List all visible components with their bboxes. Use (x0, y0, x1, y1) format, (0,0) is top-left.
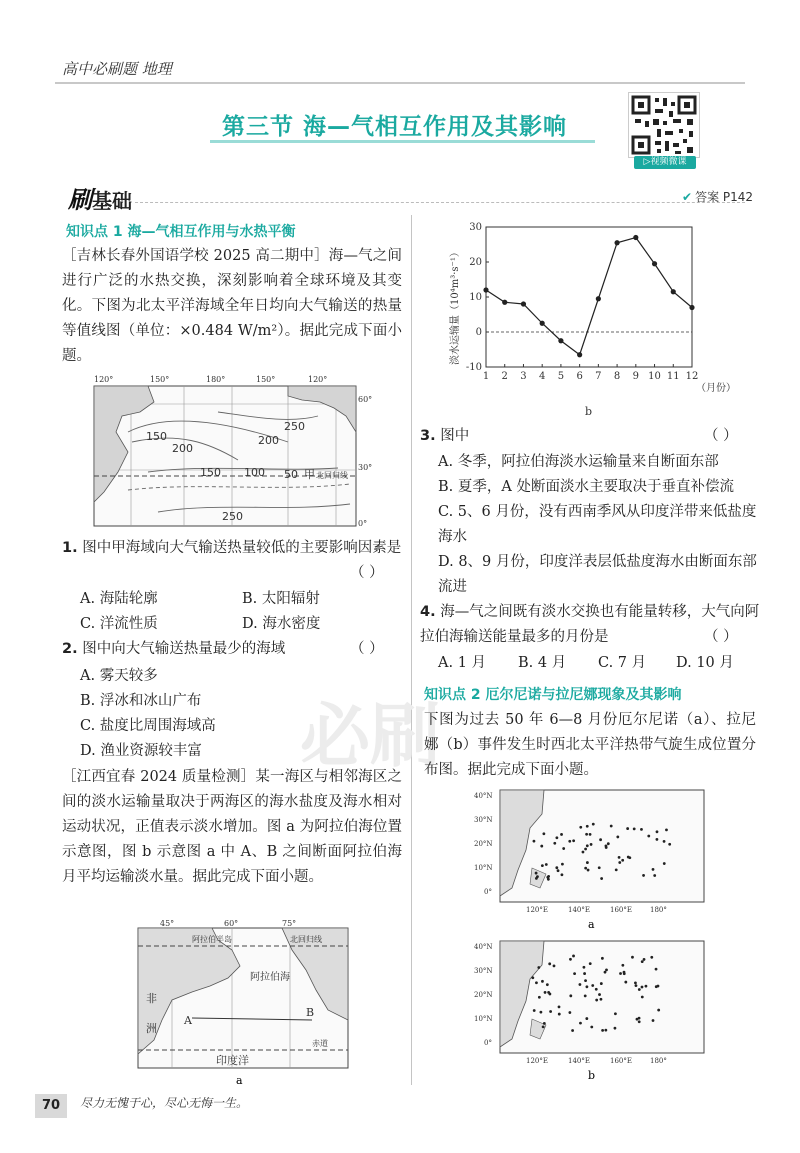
cyclone-point (535, 872, 538, 875)
lat-label: 20°N (474, 991, 493, 999)
lon-label: 120°E (526, 906, 548, 914)
cyclone-point (591, 984, 594, 987)
y-tick-label: -10 (465, 362, 482, 373)
book-title: 高中必刷题 地理 (62, 60, 172, 78)
series-line (486, 238, 692, 355)
cyclone-point (585, 1017, 588, 1020)
cyclone-point (553, 842, 556, 845)
cyclone-point (587, 869, 590, 872)
cyclone-point (604, 971, 607, 974)
lat-label: 0° (484, 888, 492, 896)
x-tick-label: 10 (648, 371, 661, 382)
lat-label: 10°N (474, 864, 493, 872)
section-title: 第三节 海—气相互作用及其影响 (222, 114, 568, 140)
cyclone-point (647, 835, 650, 838)
x-tick-label: 12 (685, 371, 699, 382)
peninsula-label: 阿拉伯半岛 (192, 935, 232, 944)
cyclone-point (601, 957, 604, 960)
option-3d[interactable]: D. 8、9 月份，印度洋表层低盐度海水由断面东部流进 (438, 554, 757, 595)
cyclone-point (540, 845, 543, 848)
contour-label: 150 (146, 430, 167, 443)
x-tick-label: 3 (520, 371, 527, 382)
cyclone-point (589, 962, 592, 965)
cyclone-point (542, 1025, 545, 1028)
cyclone-point (535, 981, 538, 984)
cyclone-point (557, 869, 560, 872)
y-tick-label: 0 (475, 327, 482, 338)
cyclone-point (656, 838, 659, 841)
answer-blank-1[interactable]: （ ） (350, 565, 384, 581)
data-point (596, 296, 601, 301)
data-point (633, 235, 638, 240)
cyclone-point (636, 1018, 639, 1021)
ocean-label: 印度洋 (216, 1054, 249, 1067)
cyclone-point (655, 968, 658, 971)
chart-axes (466, 222, 698, 382)
cyclone-point (657, 985, 660, 988)
contour-label: 200 (172, 442, 193, 455)
knowledge-point-1: 知识点 1 海—气相互作用与水热平衡 (66, 224, 296, 240)
cyclone-point (558, 1013, 561, 1016)
cyclone-point (589, 833, 592, 836)
intro-paragraph-3: 下图为过去 50 年 6—8 月份厄尔尼诺（a）、拉尼娜（b）事件发生时西北太平洋热带气旋生成位置分布图。据此完成下面小题。 (424, 712, 756, 778)
contour-label: 250 (284, 420, 305, 433)
intro-paragraph-2: ［江西宜春 2024 质量检测］某一海区与相邻海区之间的淡水运输量取决于两海区的海水盐度及海水相对运动状况，正值表示淡水增加。图 a 为阿拉伯海位置示意图，图 b 示意图 a 中 A、B 之间断面阿拉伯海月平均运输淡水量。据此完成下面小题。 (62, 769, 402, 885)
x-tick-label: 6 (576, 371, 583, 382)
cyclone-point (537, 966, 540, 969)
question-text: 海—气之间既有淡水交换也有能量转移，大气向阿拉伯海输送能量最多的月份是 (420, 604, 760, 645)
basics-label-rest: 基础 (92, 189, 132, 213)
cyclone-point (623, 971, 626, 974)
answer-blank-3[interactable]: （ ） (704, 428, 738, 444)
lat-label: 10°N (474, 1015, 493, 1023)
lon-label: 120°E (526, 1057, 548, 1065)
knowledge-point-2: 知识点 2 厄尔尼诺与拉尼娜现象及其影响 (424, 687, 682, 703)
cyclone-point (531, 976, 534, 979)
cyclone-point (568, 840, 571, 843)
watermark: 必刷 (300, 695, 440, 777)
cyclone-point (569, 958, 572, 961)
cyclone-point (579, 826, 582, 829)
lon-label: 120° (308, 375, 328, 384)
option-2d[interactable]: D. 渔业资源较丰富 (80, 743, 202, 759)
option-1a[interactable]: A. 海陆轮廓 (80, 591, 158, 607)
option-3b[interactable]: B. 夏季，A 处断面淡水主要取决于垂直补偿流 (438, 479, 734, 495)
option-2c[interactable]: C. 盐度比周围海域高 (80, 718, 216, 734)
cyclone-point (601, 1029, 604, 1032)
cyclone-point (541, 980, 544, 983)
x-tick-label: 7 (595, 371, 602, 382)
question-number: 4. (420, 604, 436, 620)
chart-marks (483, 235, 694, 357)
cyclone-point (645, 985, 648, 988)
x-tick-label: 11 (666, 371, 680, 382)
cyclone-point (546, 983, 549, 986)
cyclone-point (614, 1027, 617, 1030)
cyclone-point (621, 964, 624, 967)
cyclone-point (555, 866, 558, 869)
basics-divider (135, 202, 745, 204)
cyclone-point (663, 840, 666, 843)
contour-label: 150 (200, 466, 221, 479)
data-point (652, 261, 657, 266)
cyclone-point (657, 1009, 660, 1012)
page-number: 70 (35, 1094, 67, 1118)
cyclone-point (561, 863, 564, 866)
cyclone-point (605, 968, 608, 971)
x-tick-label: 5 (557, 371, 565, 382)
el-nino-cyclone-map (470, 784, 710, 934)
basics-heading (68, 180, 132, 215)
cyclone-point (633, 827, 636, 830)
map-caption-b: b (588, 1069, 596, 1082)
cyclone-point (638, 988, 641, 991)
data-point (540, 321, 545, 326)
cyclone-point (626, 827, 629, 830)
cyclone-point (635, 984, 638, 987)
cyclone-point (590, 1026, 593, 1029)
option-4c[interactable]: C. 7 月 (598, 655, 647, 671)
lat-label: 30° (358, 463, 373, 472)
cyclone-point (585, 985, 588, 988)
cyclone-point (543, 1022, 546, 1025)
answer-ref (682, 188, 753, 205)
cyclone-point (618, 856, 621, 859)
cyclone-point (600, 998, 603, 1001)
cyclone-point (584, 994, 587, 997)
option-4d[interactable]: D. 10 月 (676, 655, 734, 671)
option-3c[interactable]: C. 5、6 月份，没有西南季风从印度洋带来低盐度海水 (438, 504, 757, 545)
option-4a[interactable]: A. 1 月 (438, 655, 487, 671)
answer-blank-2[interactable]: （ ） (350, 641, 384, 657)
map-caption-a: a (236, 1074, 243, 1087)
cyclone-point (584, 848, 587, 851)
cyclone-point (595, 999, 598, 1002)
question-text: 图中向大气输送热量最少的海域 (82, 641, 286, 657)
x-tick-label: 8 (613, 371, 621, 382)
data-point (558, 338, 563, 343)
lon-label: 180° (650, 906, 667, 914)
cyclone-point (546, 876, 549, 879)
north-pacific-heat-map (88, 372, 378, 532)
cyclone-point (545, 863, 548, 866)
cyclone-point (624, 981, 627, 984)
cyclone-point (650, 956, 653, 959)
map-caption-a: a (588, 918, 595, 931)
question-text: 图中 (440, 428, 470, 444)
x-tick-label: 4 (538, 371, 546, 382)
la-nina-cyclone-map (470, 935, 710, 1085)
contour-label: 250 (222, 510, 243, 523)
cyclone-point (638, 1020, 641, 1023)
freshwater-transport-chart (440, 215, 740, 420)
data-point (502, 300, 507, 305)
chart-xlabel: （月份） (696, 383, 736, 394)
contour-label: 50 (284, 468, 298, 481)
footer-motto: 尽力无愧于心，尽心无悔一生。 (80, 1096, 249, 1110)
cyclone-point (665, 828, 668, 831)
cyclone-point (663, 862, 666, 865)
lon-label: 150° (256, 375, 276, 384)
question-1 (62, 536, 402, 561)
question-3 (420, 424, 620, 449)
cyclone-point (615, 868, 618, 871)
cyclone-point (668, 843, 671, 846)
cyclone-point (533, 1009, 536, 1012)
lat-label: 40°N (474, 792, 493, 800)
cyclone-point (621, 859, 624, 862)
lon-label: 45° (160, 920, 175, 928)
cyclone-point (562, 847, 565, 850)
cyclone-point (586, 861, 589, 864)
equator-label: 赤道 (312, 1039, 328, 1048)
cyclone-point (614, 1012, 617, 1015)
y-tick-label: 20 (469, 257, 482, 268)
header-divider (55, 82, 745, 84)
option-4b[interactable]: B. 4 月 (518, 655, 567, 671)
cyclone-point (583, 966, 586, 969)
cyclone-point (555, 836, 558, 839)
cyclone-point (604, 1029, 607, 1032)
question-number: 1. (62, 540, 78, 556)
cyclone-point (627, 856, 630, 859)
contour-label: 100 (244, 466, 265, 479)
cyclone-point (535, 877, 538, 880)
cyclone-point (573, 972, 576, 975)
lat-label: 30°N (474, 967, 493, 975)
data-point (577, 352, 582, 357)
cyclone-point (595, 988, 598, 991)
x-tick-label: 1 (482, 371, 490, 382)
sea-label: 阿拉伯海 (250, 972, 290, 983)
cyclone-point (544, 991, 547, 994)
lon-label: 180° (650, 1057, 667, 1065)
cyclone-point (652, 868, 655, 871)
lon-label: 140°E (568, 906, 590, 914)
cyclone-point (605, 846, 608, 849)
cyclone-point (541, 864, 544, 867)
cyclone-point (643, 958, 646, 961)
cyclone-point (653, 874, 656, 877)
data-point (689, 305, 694, 310)
lon-label: 150° (150, 375, 170, 384)
cyclone-point (641, 996, 644, 999)
lat-label: 0° (358, 519, 368, 528)
cyclone-point (548, 962, 551, 965)
cyclone-point (641, 960, 644, 963)
cyclone-point (549, 1010, 552, 1013)
cyclone-point (590, 843, 593, 846)
section-underline (210, 140, 595, 143)
cyclone-point (533, 840, 536, 843)
continent-label: 非 (146, 992, 157, 1005)
cyclone-point (548, 993, 551, 996)
cyclone-point (583, 972, 586, 975)
lon-label: 120° (94, 375, 114, 384)
point-a-label: A (184, 1014, 192, 1027)
video-lesson-label[interactable]: ▷视频微课 (634, 156, 696, 169)
cyclone-point (538, 996, 541, 999)
cyclone-point (598, 993, 601, 996)
chart-frame (486, 227, 692, 367)
cyclone-point (572, 955, 575, 958)
cyclone-point (619, 972, 622, 975)
cyclone-point (599, 838, 602, 841)
data-point (483, 287, 488, 292)
tropic-label: 北回归线 (316, 471, 348, 480)
column-divider (411, 215, 412, 1085)
check-icon: ✔ (682, 190, 693, 204)
question-text: 图中甲海域向大气输送热量较低的主要影响因素是 (82, 540, 402, 556)
x-tick-label: 2 (501, 371, 508, 382)
basics-label: 刷 (68, 186, 92, 214)
chart-ylabel: 淡水运输量（10⁴m³·s⁻¹） (450, 247, 461, 365)
contour-label: 200 (258, 434, 279, 447)
cyclone-point (571, 1029, 574, 1032)
question-2 (62, 637, 342, 662)
answer-ref-text: 答案 P142 (695, 190, 754, 204)
lon-label: 180° (206, 375, 226, 384)
option-3a[interactable]: A. 冬季，阿拉伯海淡水运输量来自断面东部 (438, 454, 719, 470)
x-tick-label: 9 (632, 371, 640, 382)
point-b-label: B (306, 1006, 315, 1019)
answer-blank-4[interactable]: （ ） (704, 629, 738, 645)
cyclone-point (539, 1011, 542, 1014)
lat-label: 60° (358, 395, 373, 404)
question-number: 2. (62, 641, 78, 657)
cyclone-point (568, 1011, 571, 1014)
y-tick-label: 10 (469, 292, 482, 303)
y-tick-label: 30 (469, 222, 482, 233)
cyclone-point (656, 830, 659, 833)
cyclone-point (569, 994, 572, 997)
cyclone-point (616, 836, 619, 839)
cyclone-point (584, 867, 587, 870)
cyclone-point (634, 981, 637, 984)
cyclone-point (641, 986, 644, 989)
cyclone-point (572, 839, 575, 842)
point-jia: 甲 (304, 468, 315, 481)
chart-caption: b (585, 405, 593, 418)
cyclone-point (586, 825, 589, 828)
cyclone-point (607, 842, 610, 845)
cyclone-point (579, 1022, 582, 1025)
cyclone-point (542, 832, 545, 835)
chart-svg (440, 215, 740, 420)
tropic-label: 北回归线 (290, 935, 322, 944)
arabian-sea-map (132, 920, 362, 1090)
cyclone-point (558, 1005, 561, 1008)
option-2a[interactable]: A. 雾天较多 (80, 668, 158, 684)
lon-label: 140°E (568, 1057, 590, 1065)
cyclone-point (585, 833, 588, 836)
cyclone-point (642, 874, 645, 877)
cyclone-point (592, 823, 595, 826)
cyclone-point (598, 866, 601, 869)
lon-label: 75° (282, 920, 297, 928)
continent-label: 洲 (146, 1022, 157, 1035)
cyclone-point (631, 956, 634, 959)
cyclone-point (600, 982, 603, 985)
option-2b[interactable]: B. 浮冰和冰山广布 (80, 693, 202, 709)
lon-label: 60° (224, 920, 239, 928)
cyclone-point (652, 1019, 655, 1022)
cyclone-point (579, 983, 582, 986)
cyclone-point (586, 844, 589, 847)
cyclone-point (560, 833, 563, 836)
lon-label: 160°E (610, 1057, 632, 1065)
lat-label: 30°N (474, 816, 493, 824)
cyclone-point (553, 964, 556, 967)
data-point (671, 289, 676, 294)
cyclone-point (582, 851, 585, 854)
cyclone-point (584, 979, 587, 982)
lat-label: 0° (484, 1039, 492, 1047)
data-point (614, 240, 619, 245)
cyclone-point (600, 877, 603, 880)
cyclone-point (561, 873, 564, 876)
cyclone-point (640, 828, 643, 831)
qr-code-icon (629, 93, 699, 157)
option-1b[interactable]: B. 太阳辐射 (242, 591, 320, 607)
option-1c[interactable]: C. 洋流性质 (80, 616, 158, 632)
option-1d[interactable]: D. 海水密度 (242, 616, 321, 632)
qr-code[interactable] (628, 92, 700, 158)
lat-label: 20°N (474, 840, 493, 848)
cyclone-point (610, 825, 613, 828)
question-number: 3. (420, 428, 436, 444)
data-point (521, 301, 526, 306)
cyclone-point (618, 861, 621, 864)
lon-label: 160°E (610, 906, 632, 914)
lat-label: 40°N (474, 943, 493, 951)
intro-paragraph-1: ［吉林长春外国语学校 2025 高二期中］海—气之间进行广泛的水热交换，深刻影响着全球环境及其变化。下图为北太平洋海域全年日均向大气输送的热量等值线图（单位：×0.484 W/m²）。据此完成下面小题。 (62, 248, 402, 364)
